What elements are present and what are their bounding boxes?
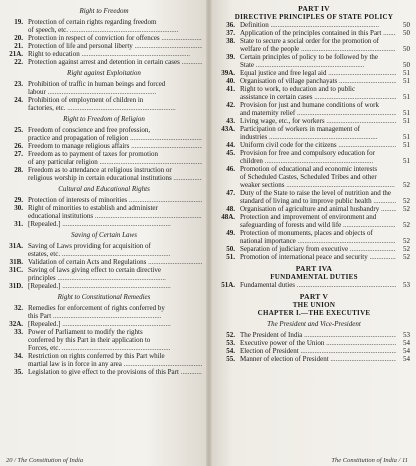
article-title-line: Freedom of conscience and free profession, (28, 126, 151, 134)
article-number: 39. (226, 53, 235, 61)
article-number: 44. (226, 141, 235, 149)
article-number: 22. (14, 58, 23, 66)
article-number: 51. (226, 253, 235, 261)
toc-entry-line (6, 50, 202, 58)
article-title-line: safeguarding of forests and wild life ..... (240, 221, 396, 229)
article-number (218, 237, 240, 245)
article-number: 49. (226, 229, 235, 237)
toc-entry-line (6, 26, 202, 34)
article-title-line: principles ..... (28, 274, 202, 282)
article-number: 19. (14, 18, 23, 26)
article-title-line: this Part ..... (28, 312, 202, 320)
page-number (396, 37, 410, 45)
article-title-line: industries ..... (240, 133, 396, 141)
page-number (396, 149, 410, 157)
page-footer: 20 / The Constitution of India (6, 457, 84, 464)
toc-entry-line (6, 196, 202, 204)
article-title-line: Provision for free and compulsory education for (240, 149, 375, 157)
article-number (218, 133, 240, 141)
toc-entry-line (6, 88, 202, 96)
toc-entry-line (6, 250, 202, 258)
article-number: 50. (226, 245, 235, 253)
toc-entry-line (218, 189, 410, 197)
book-gutter (206, 0, 212, 466)
page-number: 51 (403, 157, 410, 165)
article-number: 41. (226, 85, 235, 93)
section-heading: The President and Vice-President (267, 320, 361, 328)
article-number: 38. (226, 37, 235, 45)
article-number: 47. (226, 189, 235, 197)
article-number (218, 93, 240, 101)
article-number: 32A. (9, 320, 23, 328)
toc-entry-line (218, 61, 410, 69)
article-title-line: practice and propagation of religion ..... (28, 134, 202, 142)
toc-entry-line (6, 282, 202, 290)
article-number: 43A. (221, 125, 235, 133)
article-number: 35. (14, 368, 23, 376)
page-number (396, 101, 410, 109)
article-title-line: religious worship in certain educational institutions ..... (28, 174, 202, 182)
article-title-line: Protection of interests of minorities ..... (28, 196, 202, 204)
toc-entry-line (6, 242, 202, 250)
article-number: 53. (226, 339, 235, 347)
toc-entry-line (218, 253, 410, 261)
page-number: 50 (403, 29, 410, 37)
article-number: 39A. (221, 69, 235, 77)
article-number (6, 336, 28, 344)
article-number (218, 173, 240, 181)
article-number: 48A. (221, 213, 235, 221)
section-heading: Right against Exploitation (67, 69, 141, 77)
part-subtitle: FUNDAMENTAL DUTIES (270, 273, 358, 281)
article-title-line: educational institutions ..... (28, 212, 202, 220)
page-number (396, 125, 410, 133)
article-title-line: Saving of laws giving effect to certain directive (28, 266, 162, 274)
article-number: 55. (226, 355, 235, 363)
section-heading: Saving of Certain Laws (71, 231, 137, 239)
article-number: 31. (14, 220, 23, 228)
article-number (218, 109, 240, 117)
article-number: 37. (226, 29, 235, 37)
article-title-line: The President of India ..... (240, 331, 396, 339)
article-number: 23. (14, 80, 23, 88)
page-number: 51 (403, 117, 410, 125)
article-number: 48. (226, 205, 235, 213)
toc-entry-line (218, 101, 410, 109)
article-title-line: Remedies for enforcement of rights conferred by (28, 304, 165, 312)
chapter-title: CHAPTER I.—THE EXECUTIVE (257, 309, 371, 317)
article-number: 36. (226, 21, 235, 29)
page-number: 52 (403, 221, 410, 229)
article-title-line: Participation of workers in management of (240, 125, 360, 133)
toc-entry-line (218, 229, 410, 237)
article-number: 52. (226, 331, 235, 339)
article-title-line: Executive power of the Union ..... (240, 339, 396, 347)
article-number (218, 197, 240, 205)
article-number: 42. (226, 101, 235, 109)
page-number (396, 85, 410, 93)
article-title-line: factories, etc. ..... (28, 104, 202, 112)
toc-entry-line (218, 85, 410, 93)
toc-entry-line (6, 96, 202, 104)
toc-entry-line (218, 165, 410, 173)
section-heading: Right to Freedom (79, 7, 129, 15)
toc-entry-line (6, 320, 202, 328)
toc-entry-line (218, 37, 410, 45)
article-title-line: of speech, etc. ..... (28, 26, 202, 34)
toc-entry-line (6, 142, 202, 150)
toc-entry-line (6, 304, 202, 312)
article-number (6, 158, 28, 166)
article-number: 28. (14, 166, 23, 174)
toc-entry-line (6, 220, 202, 228)
toc-entry-line (218, 347, 410, 355)
toc-entry-line (218, 355, 410, 363)
part-title: PART IV (298, 4, 330, 13)
article-title-line: Application of the principles contained in this Part ..... (240, 29, 396, 37)
section-heading: Right to Freedom of Religion (63, 115, 145, 123)
part-subtitle: DIRECTIVE PRINCIPLES OF STATE POLICY (234, 13, 394, 21)
toc-entry-line (6, 328, 202, 336)
article-number (6, 26, 28, 34)
toc-entry-line (218, 237, 410, 245)
page-number: 54 (403, 347, 410, 355)
page-number (396, 229, 410, 237)
page-number: 52 (403, 205, 410, 213)
article-title-line: [Repealed.] ..... (28, 220, 202, 228)
article-number: 43. (226, 117, 235, 125)
toc-entry-line (6, 312, 202, 320)
toc-entry-line (6, 126, 202, 134)
article-title-line: standard of living and to improve public health ..... (240, 197, 396, 205)
article-number: 21A. (9, 50, 23, 58)
article-title-line: Prohibition of employment of children in (28, 96, 144, 104)
toc-entry-line (218, 109, 410, 117)
toc-entry-line (6, 42, 202, 50)
toc-entry-line (6, 166, 202, 174)
article-title-line: Promotion of international peace and security ..... (240, 253, 396, 261)
article-number: 31A. (9, 242, 23, 250)
toc-entry-line (218, 117, 410, 125)
article-number (6, 274, 28, 282)
article-title-line: Manner of election of President ..... (240, 355, 396, 363)
article-number: 26. (14, 142, 23, 150)
toc-entry-line (218, 213, 410, 221)
article-number: 24. (14, 96, 23, 104)
article-title-line: Right of minorities to establish and administer (28, 204, 158, 212)
article-number (218, 61, 240, 69)
article-title-line: State ..... (240, 61, 396, 69)
article-number: 46. (226, 165, 235, 173)
toc-entry-line (218, 93, 410, 101)
page-number: 52 (403, 253, 410, 261)
page-number: 53 (403, 281, 410, 289)
article-title-line: Equal justice and free legal aid ..... (240, 69, 396, 77)
article-number: 54. (226, 347, 235, 355)
page-number (396, 189, 410, 197)
article-title-line: Validation of certain Acts and Regulations ..... (28, 258, 202, 266)
page-number: 51 (403, 133, 410, 141)
article-number: 51A. (221, 281, 235, 289)
toc-entry-line (218, 221, 410, 229)
toc-entry-line (218, 173, 410, 181)
article-title-line: Protection of monuments, places and objects of (240, 229, 373, 237)
article-title-line: children ..... (240, 157, 396, 165)
article-title-line: Legislation to give effect to the provisions of this Part ..... (28, 368, 202, 376)
toc-entry-line (218, 21, 410, 29)
section-heading: Cultural and Educational Rights (58, 185, 150, 193)
article-number: 34. (14, 352, 23, 360)
article-number (218, 181, 240, 189)
article-title-line: conferred by this Part in their application to (28, 336, 151, 344)
article-title-line: Protection against arrest and detention in certain cases ..... (28, 58, 202, 66)
article-number: 31D. (9, 282, 23, 290)
article-title-line: estates, etc. ..... (28, 250, 202, 258)
page-number: 52 (403, 245, 410, 253)
page-number: 51 (403, 93, 410, 101)
article-title-line: Fundamental duties ..... (240, 281, 396, 289)
page-number (396, 173, 410, 181)
toc-entry-line (6, 360, 202, 368)
article-title-line: Separation of judiciary from executive ..... (240, 245, 396, 253)
article-number (6, 360, 28, 368)
page-number: 51 (403, 109, 410, 117)
page-number: 51 (403, 141, 410, 149)
article-number: 20. (14, 34, 23, 42)
article-number (6, 212, 28, 220)
article-number: 40. (226, 77, 235, 85)
article-title-line: of Scheduled Castes, Scheduled Tribes and other (240, 173, 377, 181)
page-number: 54 (403, 339, 410, 347)
article-title-line: Freedom as to payment of taxes for promotion (28, 150, 159, 158)
article-title-line: Freedom to manage religious affairs ..... (28, 142, 202, 150)
article-title-line: of any particular religion ..... (28, 158, 202, 166)
article-title-line: Freedom as to attendance at religious instruction or (28, 166, 172, 174)
part-title: PART V (299, 292, 329, 301)
toc-entry-line (6, 368, 202, 376)
toc-entry-line (6, 158, 202, 166)
article-title-line: Duty of the State to raise the level of nutrition and the (240, 189, 392, 197)
page-number: 52 (403, 197, 410, 205)
toc-entry-line (6, 150, 202, 158)
article-number (6, 134, 28, 142)
article-title-line: [Repealed.] ..... (28, 282, 202, 290)
article-number: 27. (14, 150, 23, 158)
toc-entry-line (6, 58, 202, 66)
toc-entry-line (6, 258, 202, 266)
toc-entry-line (218, 53, 410, 61)
toc-entry-line (218, 149, 410, 157)
toc-entry-line (218, 281, 410, 289)
article-title-line: Organisation of agriculture and animal husbandry ..... (240, 205, 396, 213)
article-title-line: Protection of certain rights regarding freedom (28, 18, 157, 26)
toc-entry-line (6, 80, 202, 88)
page-number: 52 (403, 181, 410, 189)
toc-entry-line (6, 212, 202, 220)
toc-entry-line (6, 204, 202, 212)
article-title-line: welfare of the people ..... (240, 45, 396, 53)
article-title-line: Election of President ..... (240, 347, 396, 355)
page-number: 54 (403, 355, 410, 363)
article-number: 33. (14, 328, 23, 336)
article-title-line: Protection and improvement of environment and (240, 213, 377, 221)
page-footer: The Constitution of India / 11 (331, 457, 408, 464)
page-number: 50 (403, 45, 410, 53)
article-title-line: martial law is in force in any area ..... (28, 360, 202, 368)
article-number (6, 344, 28, 352)
page-number: 51 (403, 77, 410, 85)
article-title-line: Definition ..... (240, 21, 396, 29)
article-title-line: Right to education ..... (28, 50, 202, 58)
article-title-line: Power of Parliament to modify the rights (28, 328, 143, 336)
right-page (208, 0, 416, 466)
article-title-line: Living wage, etc., for workers ..... (240, 117, 396, 125)
toc-entry-line (218, 45, 410, 53)
toc-entry-line (6, 34, 202, 42)
article-title-line: Provision for just and humane conditions of work (240, 101, 380, 109)
toc-entry-line (218, 133, 410, 141)
toc-entry-line (6, 134, 202, 142)
toc-entry-line (218, 339, 410, 347)
article-number: 30. (14, 204, 23, 212)
article-number (218, 221, 240, 229)
part-title: PART IVA (295, 264, 333, 273)
article-number: 31C. (9, 266, 23, 274)
page-number: 53 (403, 331, 410, 339)
article-title-line: Protection in respect of conviction for offences ..... (28, 34, 202, 42)
part-subtitle: THE UNION (292, 301, 336, 309)
toc-entry-line (6, 18, 202, 26)
toc-entry-line (6, 274, 202, 282)
article-number (6, 174, 28, 182)
article-title-line: weaker sections ..... (240, 181, 396, 189)
article-number (6, 88, 28, 96)
page-number (396, 165, 410, 173)
article-title-line: national importance ..... (240, 237, 396, 245)
article-title-line: Certain principles of policy to be followed by the (240, 53, 379, 61)
article-title-line: Prohibition of traffic in human beings and forced (28, 80, 166, 88)
article-title-line: Protection of life and personal liberty ..... (28, 42, 202, 50)
toc-entry-line (6, 344, 202, 352)
article-number: 29. (14, 196, 23, 204)
article-number: 21. (14, 42, 23, 50)
article-title-line: Right to work, to education and to public (240, 85, 356, 93)
page-number: 52 (403, 237, 410, 245)
toc-entry-line (218, 331, 410, 339)
article-title-line: Saving of Laws providing for acquisition of (28, 242, 151, 250)
toc-entry-line (218, 69, 410, 77)
toc-entry-line (218, 141, 410, 149)
article-number (218, 157, 240, 165)
article-title-line: State to secure a social order for the promotion of (240, 37, 379, 45)
toc-entry-line (6, 104, 202, 112)
article-title-line: Promotion of educational and economic interests (240, 165, 378, 173)
article-title-line: Forces, etc. ..... (28, 344, 202, 352)
toc-entry-line (6, 266, 202, 274)
toc-entry-line (6, 336, 202, 344)
toc-entry-line (218, 245, 410, 253)
article-title-line: labour ..... (28, 88, 202, 96)
page-number (396, 213, 410, 221)
article-number (6, 250, 28, 258)
page-number: 50 (403, 21, 410, 29)
article-number (6, 312, 28, 320)
toc-entry-line (218, 157, 410, 165)
article-title-line: Uniform civil code for the citizens ..... (240, 141, 396, 149)
toc-entry-line (218, 205, 410, 213)
article-title-line: Restriction on rights conferred by this Part while (28, 352, 165, 360)
article-number: 25. (14, 126, 23, 134)
toc-entry-line (218, 29, 410, 37)
article-number (6, 104, 28, 112)
article-title-line: assistance in certain cases ..... (240, 93, 396, 101)
page-number: 50 (403, 61, 410, 69)
toc-entry-line (218, 181, 410, 189)
article-number: 45. (226, 149, 235, 157)
toc-entry-line (6, 174, 202, 182)
article-number: 32. (14, 304, 23, 312)
toc-entry-line (218, 197, 410, 205)
page-number: 51 (403, 69, 410, 77)
toc-entry-line (218, 125, 410, 133)
article-number (218, 45, 240, 53)
section-heading: Right to Constitutional Remedies (57, 293, 151, 301)
article-title-line: Organisation of village panchayats ..... (240, 77, 396, 85)
article-title-line: and maternity relief ..... (240, 109, 396, 117)
toc-entry-line (6, 352, 202, 360)
article-number: 31B. (9, 258, 23, 266)
page-number (396, 53, 410, 61)
article-title-line: [Repealed.] ..... (28, 320, 202, 328)
toc-entry-line (218, 77, 410, 85)
